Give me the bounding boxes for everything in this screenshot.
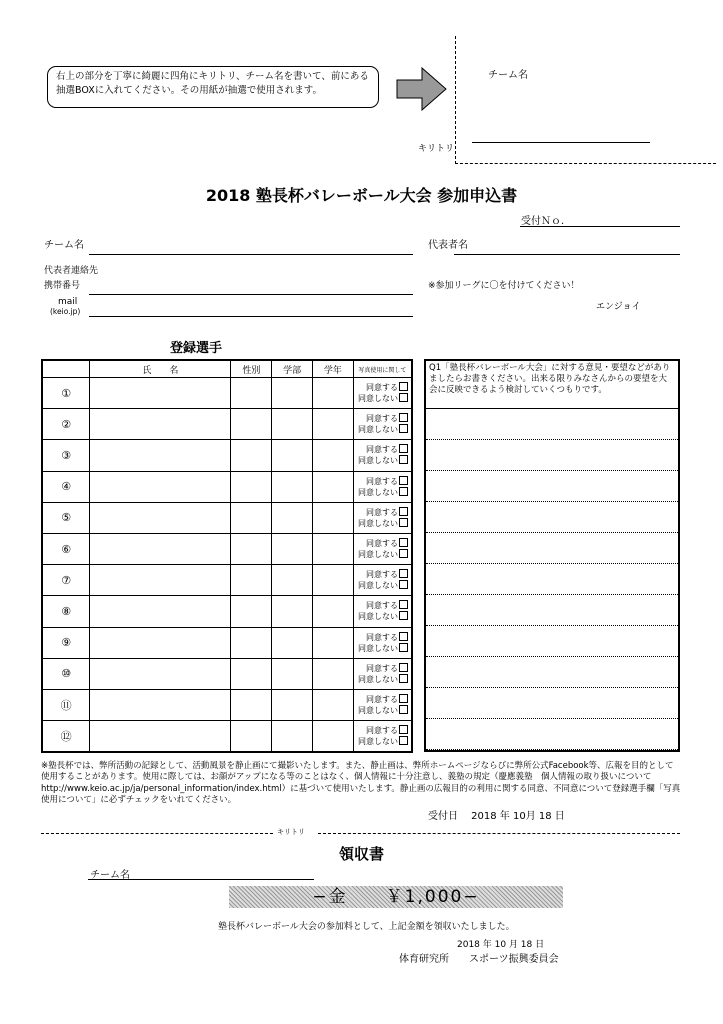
consent-no-checkbox[interactable] <box>399 611 408 620</box>
consent-yes-label: 同意する <box>366 601 398 611</box>
header-gender: 性別 <box>231 360 272 378</box>
consent-no-checkbox[interactable] <box>399 580 408 589</box>
consent-no-label: 同意しない <box>358 550 398 560</box>
team-line <box>89 254 413 255</box>
row-number: ⑫ <box>42 721 90 753</box>
name-cell[interactable] <box>90 378 231 409</box>
consent-no-label: 同意しない <box>358 456 398 466</box>
table-row <box>42 502 412 533</box>
gender-cell[interactable] <box>231 471 272 502</box>
receipt-title: 領収書 <box>338 845 384 863</box>
gender-cell[interactable] <box>231 596 272 627</box>
consent-no-checkbox[interactable] <box>399 518 408 527</box>
consent-yes-checkbox[interactable] <box>399 632 408 641</box>
league-option: エンジョイ <box>596 302 641 312</box>
arrow-right-icon <box>396 67 448 111</box>
consent-yes-label: 同意する <box>366 414 398 424</box>
table-header-row <box>42 360 412 378</box>
phone-line <box>89 294 413 295</box>
footer-note: ※塾長杯では、弊所活動の記録として、活動風景を静止画にて撮影いたします。また、静止画は、弊所ホームページならびに弊所公式Facebook等、広報を目的として使用することがあります。使用に際しては、お顔がアップになる等のことはなく、個人情報に十分注意し、義塾の規定（慶應義塾 個人情報の取り扱いについて http://www.keio.ac.jp/ja/personal_information/index.html）に基づいて使用いたします。静止画の広報目的の利用に関する同意、不同意について登録選手欄「写真使用について」に必ずチェックをいれてください。 <box>41 761 681 805</box>
table-row <box>42 721 412 753</box>
grade-cell[interactable] <box>313 627 354 658</box>
name-cell[interactable] <box>90 658 231 689</box>
consent-no-checkbox[interactable] <box>399 705 408 714</box>
consent-yes-checkbox[interactable] <box>399 507 408 516</box>
gender-cell[interactable] <box>231 440 272 471</box>
consent-yes-checkbox[interactable] <box>399 663 408 672</box>
gender-cell[interactable] <box>231 689 272 720</box>
table-row <box>42 440 412 471</box>
consent-no-label: 同意しない <box>358 674 398 684</box>
grade-cell[interactable] <box>313 596 354 627</box>
cut-label-mid: キリトリ <box>277 828 305 836</box>
name-cell[interactable] <box>90 627 231 658</box>
row-number: ⑥ <box>42 533 90 564</box>
grade-cell[interactable] <box>313 471 354 502</box>
answer-line[interactable] <box>426 471 678 502</box>
faculty-cell[interactable] <box>272 658 313 689</box>
answer-line[interactable] <box>426 626 678 657</box>
consent-cell <box>353 627 412 658</box>
answer-line[interactable] <box>426 440 678 471</box>
grade-cell[interactable] <box>313 409 354 440</box>
consent-no-checkbox[interactable] <box>399 674 408 683</box>
gender-cell[interactable] <box>231 409 272 440</box>
consent-no-checkbox[interactable] <box>399 424 408 433</box>
consent-yes-checkbox[interactable] <box>399 476 408 485</box>
row-number: ④ <box>42 471 90 502</box>
consent-yes-label: 同意する <box>366 570 398 580</box>
grade-cell[interactable] <box>313 378 354 409</box>
receipt-date: 2018 年 10 月 18 日 <box>457 940 545 950</box>
faculty-cell[interactable] <box>272 378 313 409</box>
consent-yes-label: 同意する <box>366 445 398 455</box>
table-row <box>42 627 412 658</box>
name-cell[interactable] <box>90 440 231 471</box>
consent-cell <box>353 409 412 440</box>
grade-cell[interactable] <box>313 502 354 533</box>
table-row <box>42 409 412 440</box>
header-photo-consent: 写真使用に関して <box>353 360 412 378</box>
consent-no-label: 同意しない <box>358 705 398 715</box>
row-number: ⑩ <box>42 658 90 689</box>
answer-line[interactable] <box>426 719 678 750</box>
consent-no-label: 同意しない <box>358 518 398 528</box>
cut-out-box <box>455 36 716 164</box>
consent-cell <box>353 689 412 720</box>
consent-cell <box>353 378 412 409</box>
row-number: ⑪ <box>42 689 90 720</box>
issuer: 体育研究所 スポーツ振興委員会 <box>399 954 559 965</box>
consent-no-label: 同意しない <box>358 643 398 653</box>
mail-label: mail <box>58 297 78 307</box>
answer-line[interactable] <box>426 502 678 533</box>
amount-text: −金 ￥1,000− <box>312 887 480 907</box>
grade-cell[interactable] <box>313 533 354 564</box>
faculty-cell[interactable] <box>272 721 313 753</box>
faculty-cell[interactable] <box>272 533 313 564</box>
consent-yes-checkbox[interactable] <box>399 569 408 578</box>
consent-cell <box>353 471 412 502</box>
consent-no-checkbox[interactable] <box>399 643 408 652</box>
table-row <box>42 565 412 596</box>
table-row <box>42 471 412 502</box>
rep-name-line <box>454 254 680 255</box>
instruction-line-1: 右上の部分を丁寧に綺麗に四角にキリトリ、チーム名を書いて、前にある <box>56 71 369 82</box>
consent-no-checkbox[interactable] <box>399 549 408 558</box>
players-table <box>41 359 413 753</box>
consent-no-checkbox[interactable] <box>399 487 408 496</box>
consent-yes-checkbox[interactable] <box>399 538 408 547</box>
consent-yes-label: 同意する <box>366 476 398 486</box>
received-date: 受付日 2018 年 10月 18 日 <box>428 811 565 822</box>
table-row <box>42 596 412 627</box>
consent-cell <box>353 565 412 596</box>
name-cell[interactable] <box>90 721 231 753</box>
answer-line[interactable] <box>426 409 678 440</box>
faculty-cell[interactable] <box>272 565 313 596</box>
name-cell[interactable] <box>90 409 231 440</box>
consent-yes-checkbox[interactable] <box>399 382 408 391</box>
team-label: チーム名 <box>44 240 84 251</box>
cut-line-right <box>318 833 680 834</box>
table-row <box>42 378 412 409</box>
consent-cell <box>353 533 412 564</box>
faculty-cell[interactable] <box>272 502 313 533</box>
name-cell[interactable] <box>90 565 231 596</box>
answer-line[interactable] <box>426 688 678 719</box>
cut-line-left <box>41 833 273 834</box>
consent-no-label: 同意しない <box>358 487 398 497</box>
consent-no-label: 同意しない <box>358 737 398 747</box>
faculty-cell[interactable] <box>272 471 313 502</box>
grade-cell[interactable] <box>313 658 354 689</box>
table-row <box>42 658 412 689</box>
faculty-cell[interactable] <box>272 689 313 720</box>
consent-yes-label: 同意する <box>366 383 398 393</box>
question-box <box>424 359 680 752</box>
consent-yes-label: 同意する <box>366 694 398 704</box>
consent-yes-checkbox[interactable] <box>399 444 408 453</box>
name-cell[interactable] <box>90 471 231 502</box>
consent-no-checkbox[interactable] <box>399 455 408 464</box>
grade-cell[interactable] <box>313 721 354 753</box>
gender-cell[interactable] <box>231 502 272 533</box>
consent-yes-label: 同意する <box>366 539 398 549</box>
cut-label-top: キリトリ <box>418 144 455 154</box>
consent-cell <box>353 596 412 627</box>
row-number: ⑧ <box>42 596 90 627</box>
answer-line[interactable] <box>426 657 678 688</box>
rep-name-label: 代表者名 <box>428 240 468 251</box>
question-text: Q1「塾長杯バレーボール大会」に対する意見・要望などがありましたらお書きください。出来る限りみなさんからの要望を大会に反映できるよう検討していくつもりです。 <box>426 361 678 409</box>
consent-yes-label: 同意する <box>366 726 398 736</box>
consent-yes-label: 同意する <box>366 663 398 673</box>
consent-cell <box>353 658 412 689</box>
consent-no-label: 同意しない <box>358 394 398 404</box>
answer-line[interactable] <box>426 595 678 626</box>
amount-box <box>229 886 563 908</box>
instruction-line-2: 抽選BOXに入れてください。その用紙が抽選で使用されます。 <box>56 85 322 96</box>
receipt-team-line <box>88 879 314 880</box>
row-number: ⑤ <box>42 502 90 533</box>
league-note: ※参加リーグに〇を付けてください！ <box>428 281 580 291</box>
row-number: ② <box>42 409 90 440</box>
consent-no-checkbox[interactable] <box>399 393 408 402</box>
consent-cell <box>353 440 412 471</box>
cut-team-label: チーム名 <box>488 70 528 81</box>
row-number: ⑨ <box>42 627 90 658</box>
name-cell[interactable] <box>90 596 231 627</box>
consent-no-label: 同意しない <box>358 425 398 435</box>
consent-no-checkbox[interactable] <box>399 736 408 745</box>
gender-cell[interactable] <box>231 565 272 596</box>
consent-yes-label: 同意する <box>366 507 398 517</box>
phone-label: 携帯番号 <box>44 281 81 291</box>
consent-yes-checkbox[interactable] <box>399 600 408 609</box>
receipt-no-line <box>520 226 680 227</box>
table-row <box>42 533 412 564</box>
mail-line <box>89 316 413 317</box>
answer-line[interactable] <box>426 533 678 564</box>
grade-cell[interactable] <box>313 440 354 471</box>
grade-cell[interactable] <box>313 689 354 720</box>
consent-yes-label: 同意する <box>366 632 398 642</box>
gender-cell[interactable] <box>231 658 272 689</box>
header-faculty: 学部 <box>272 360 313 378</box>
row-number: ① <box>42 378 90 409</box>
faculty-cell[interactable] <box>272 440 313 471</box>
mail-sub-label: (keio.jp) <box>50 307 81 316</box>
gender-cell[interactable] <box>231 533 272 564</box>
consent-yes-checkbox[interactable] <box>399 413 408 422</box>
receipt-no-label: 受付Ｎｏ. <box>521 216 565 227</box>
faculty-cell[interactable] <box>272 627 313 658</box>
row-number: ③ <box>42 440 90 471</box>
consent-yes-checkbox[interactable] <box>399 725 408 734</box>
consent-yes-checkbox[interactable] <box>399 694 408 703</box>
gender-cell[interactable] <box>231 627 272 658</box>
faculty-cell[interactable] <box>272 409 313 440</box>
instruction-note <box>47 66 379 108</box>
gender-cell[interactable] <box>231 378 272 409</box>
consent-cell <box>353 502 412 533</box>
header-grade: 学年 <box>313 360 354 378</box>
answer-line[interactable] <box>426 564 678 595</box>
name-cell[interactable] <box>90 502 231 533</box>
consent-no-label: 同意しない <box>358 581 398 591</box>
name-cell[interactable] <box>90 533 231 564</box>
row-number: ⑦ <box>42 565 90 596</box>
receipt-team-label: チーム名 <box>90 870 130 881</box>
name-cell[interactable] <box>90 689 231 720</box>
header-name: 氏 名 <box>90 360 231 378</box>
faculty-cell[interactable] <box>272 596 313 627</box>
page-title: 2018 塾長杯バレーボール大会 参加申込書 <box>205 186 518 205</box>
cut-team-line <box>472 142 650 143</box>
consent-cell <box>353 721 412 753</box>
gender-cell[interactable] <box>231 721 272 753</box>
receipt-text: 塾長杯バレーボール大会の参加料として、上記金額を領収いたしました。 <box>218 922 515 932</box>
players-heading: 登録選手 <box>170 341 223 356</box>
header-no <box>42 360 90 378</box>
rep-contact-label: 代表者連絡先 <box>44 266 99 276</box>
table-row <box>42 689 412 720</box>
grade-cell[interactable] <box>313 565 354 596</box>
consent-no-label: 同意しない <box>358 612 398 622</box>
